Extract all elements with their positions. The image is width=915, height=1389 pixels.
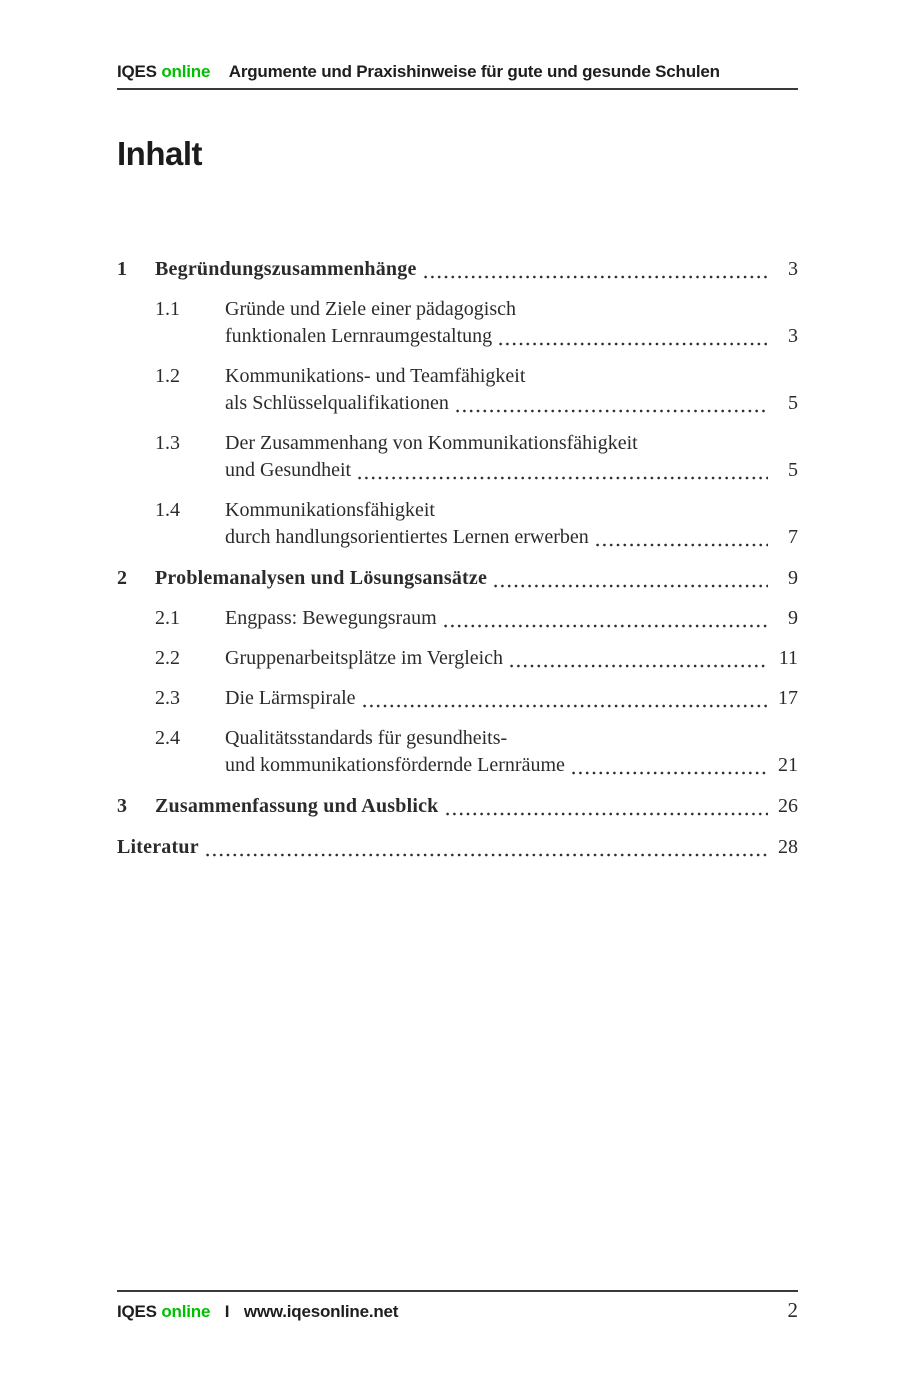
footer-brand-line [117,1302,398,1322]
dot-leader [417,256,774,283]
toc-entry[interactable] [117,256,798,283]
toc-entry-number: 2.3 [155,687,180,709]
toc-entry[interactable] [117,497,798,551]
toc-entry-title: Engpass: Bewegungsraum [225,607,437,629]
toc-entry-body [225,497,798,551]
toc-entry[interactable] [117,565,798,592]
toc-list [117,256,798,861]
toc-entry[interactable] [117,685,798,712]
toc-entry[interactable] [117,725,798,779]
toc-entry-page: 5 [788,392,798,414]
toc-entry-page: 17 [778,687,798,709]
toc-entry-number: 1.1 [155,298,180,320]
toc-entry[interactable] [117,605,798,632]
page-number: 2 [787,1298,798,1322]
toc-entry-number: 2.4 [155,727,180,749]
page-header [117,60,798,90]
toc-entry-title: und kommunikationsfördernde Lernräume [225,754,565,776]
toc-entry-number: 1 [117,258,128,280]
toc-entry-page: 21 [778,754,798,776]
toc-entry-body [225,685,798,712]
toc-entry-title: durch handlungsorientiertes Lernen erwerben [225,526,589,548]
toc-entry-page: 11 [778,647,798,669]
toc-entry-body [225,363,798,417]
toc-entry-body [155,256,798,283]
brand-suffix: online [161,62,211,81]
dot-leader [437,605,774,632]
toc-entry[interactable] [117,645,798,672]
dot-leader [589,524,774,551]
toc-entry-title: Problemanalysen und Lösungsansätze [155,567,488,589]
document-title: Argumente und Praxishinweise für gute und gesunde Schulen [228,62,720,81]
dot-leader [503,645,774,672]
dot-leader [199,834,774,861]
toc-entry-page: 9 [788,567,798,589]
toc-entry-title: Die Lärmspirale [225,687,356,709]
toc-entry-title: funktionalen Lernraumgestaltung [225,325,493,347]
toc-entry-body [225,430,798,484]
toc-entry-title: Zusammenfassung und Ausblick [155,795,439,817]
dot-leader [356,685,775,712]
toc-entry-body [225,605,798,632]
toc-entry-number: 2.1 [155,607,180,629]
toc-entry[interactable] [117,296,798,350]
page-footer [117,1290,798,1323]
toc-entry-page: 3 [788,325,798,347]
footer-separator: I [224,1302,230,1321]
toc-entry-title: Begründungszusammenhänge [155,258,417,280]
toc-entry-body [225,296,798,350]
toc-entry-number: 3 [117,795,128,817]
dot-leader [449,390,774,417]
toc-entry-title: Kommunikationsfähigkeit [225,499,435,521]
toc-entry-number: 2.2 [155,647,180,669]
toc-entry-title: Kommunikations- und Teamfähigkeit [225,365,526,387]
brand-suffix: online [161,1302,211,1321]
toc-entry-page: 3 [788,258,798,280]
toc-entry-number: 2 [117,567,128,589]
toc-entry-body [155,793,798,820]
page-title: Inhalt [117,135,202,172]
toc-entry-title: und Gesundheit [225,459,352,481]
toc-entry[interactable] [117,834,798,861]
dot-leader [487,565,774,592]
toc-entry-page: 9 [788,607,798,629]
toc-entry-number: 1.2 [155,365,180,387]
toc-entry-page: 26 [778,795,798,817]
toc-entry-body [225,645,798,672]
dot-leader [565,752,774,779]
toc-entry[interactable] [117,793,798,820]
toc-entry-title: Literatur [117,836,199,858]
toc-entry-body [117,834,798,861]
brand-name: IQES [117,62,157,81]
dot-leader [492,323,774,350]
toc-entry-title: Der Zusammenhang von Kommunikationsfähigkeit [225,432,638,454]
toc-entry-title: als Schlüsselqualifikationen [225,392,449,414]
toc-entry-page: 5 [788,459,798,481]
toc-entry[interactable] [117,430,798,484]
brand-name: IQES [117,1302,157,1321]
toc-entry-page: 28 [778,836,798,858]
toc-entry-body [225,725,798,779]
toc-entry-page: 7 [788,526,798,548]
toc-entry-body [155,565,798,592]
dot-leader [351,457,774,484]
toc-entry-number: 1.3 [155,432,180,454]
toc-entry-title: Qualitätsstandards für gesundheits- [225,727,508,749]
toc-entry-title: Gruppenarbeitsplätze im Vergleich [225,647,504,669]
footer-url[interactable]: www.iqesonline.net [243,1302,399,1321]
dot-leader [439,793,775,820]
toc-entry[interactable] [117,363,798,417]
toc-entry-number: 1.4 [155,499,180,521]
toc-entry-title: Gründe und Ziele einer pädagogisch [225,298,517,320]
